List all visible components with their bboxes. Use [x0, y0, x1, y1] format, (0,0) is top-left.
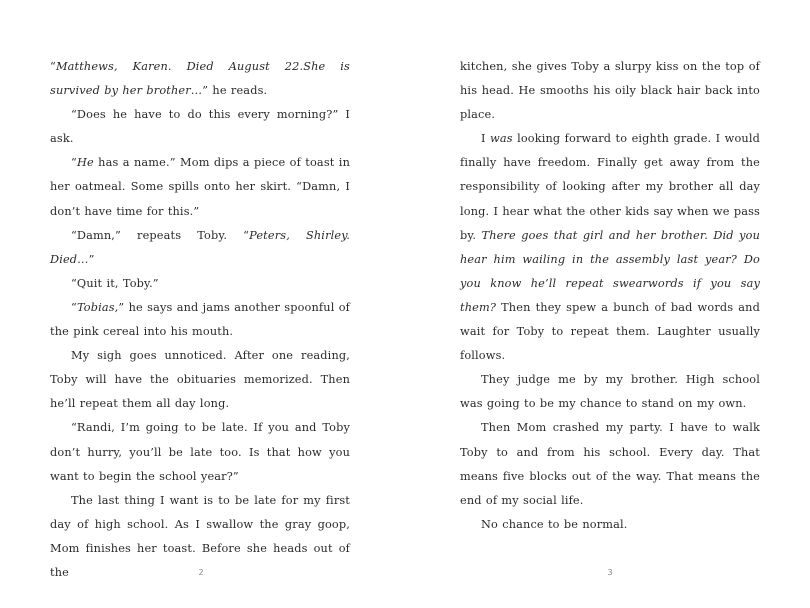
italic-text-run: There goes that girl and her brother. Did you hear him wailing in the assembly last year? Do you know he’ll repeat swearwords if you say them?	[460, 228, 760, 314]
text-run: “	[71, 300, 77, 314]
paragraph	[50, 416, 350, 488]
text-run: I	[481, 132, 491, 146]
paragraph	[50, 224, 350, 272]
text-run: “Quit it, Toby.”	[71, 276, 159, 290]
text-run: No chance to be normal.	[481, 517, 628, 531]
italic-text-run: was	[490, 132, 513, 146]
paragraph	[50, 344, 350, 416]
paragraph	[460, 513, 760, 537]
paragraph	[50, 103, 350, 151]
italic-text-run: Tobias,	[76, 300, 119, 314]
text-run: ”	[88, 252, 95, 266]
text-run: “Damn,” repeats Toby. “	[71, 228, 250, 242]
paragraph	[460, 127, 760, 368]
text-run: “Does he have to do this every morning?” I ask.	[50, 108, 350, 146]
text-run: looking forward to eighth grade. I would finally have freedom. Finally get away from the responsibility of looking after my brother all day long. I hear what the other kids say when we pass by.	[460, 132, 761, 242]
page-number-left: 2	[198, 568, 204, 577]
text-run: Then they spew a bunch of bad words and wait for Toby to repeat them. Laughter usually follows.	[460, 300, 760, 363]
right-page	[460, 55, 760, 537]
text-run: has a name.” Mom dips a piece of toast in her oatmeal. Some spills onto her skirt. “Damn, I don’t have time for this.”	[50, 156, 350, 218]
text-run: They judge me by my brother. High school was going to be my chance to stand on my own.	[460, 373, 760, 411]
italic-text-run: Matthews, Karen. Died August 22.She is survived by her brother…	[50, 60, 350, 98]
paragraph	[460, 416, 760, 512]
text-run: ” he reads.	[202, 84, 268, 98]
text-run: “Randi, I’m going to be late. If you and Toby don’t hurry, you’ll be late too. Is that how you want to begin the school year?”	[50, 421, 350, 483]
paragraph	[460, 368, 760, 416]
text-run: “	[50, 60, 56, 73]
left-page	[50, 55, 350, 585]
paragraph	[50, 272, 350, 296]
text-run: “	[71, 156, 77, 170]
italic-text-run: He	[76, 156, 94, 170]
paragraph	[50, 151, 350, 223]
text-run: kitchen, she gives Toby a slurpy kiss on the top of his head. He smooths his oily black hair back into place.	[460, 60, 760, 122]
italic-text-run: Peters, Shirley. Died…	[50, 228, 350, 266]
paragraph	[50, 55, 350, 103]
page-number-right: 3	[607, 568, 613, 577]
paragraph	[460, 55, 760, 127]
text-run: My sigh goes unnoticed. After one reading, Toby will have the obituaries memorized. Then he’ll repeat them all day long.	[50, 349, 350, 411]
paragraph	[50, 296, 350, 344]
text-run: The last thing I want is to be late for my first day of high school. As I swallow the gray goop, Mom finishes her toast. Before she heads out of the	[50, 493, 350, 579]
text-run: ” he says and jams another spoonful of the pink cereal into his mouth.	[50, 300, 350, 339]
text-run: Then Mom crashed my party. I have to walk Toby to and from his school. Every day. That means five blocks out of the way. That means the end of my social life.	[460, 421, 760, 507]
